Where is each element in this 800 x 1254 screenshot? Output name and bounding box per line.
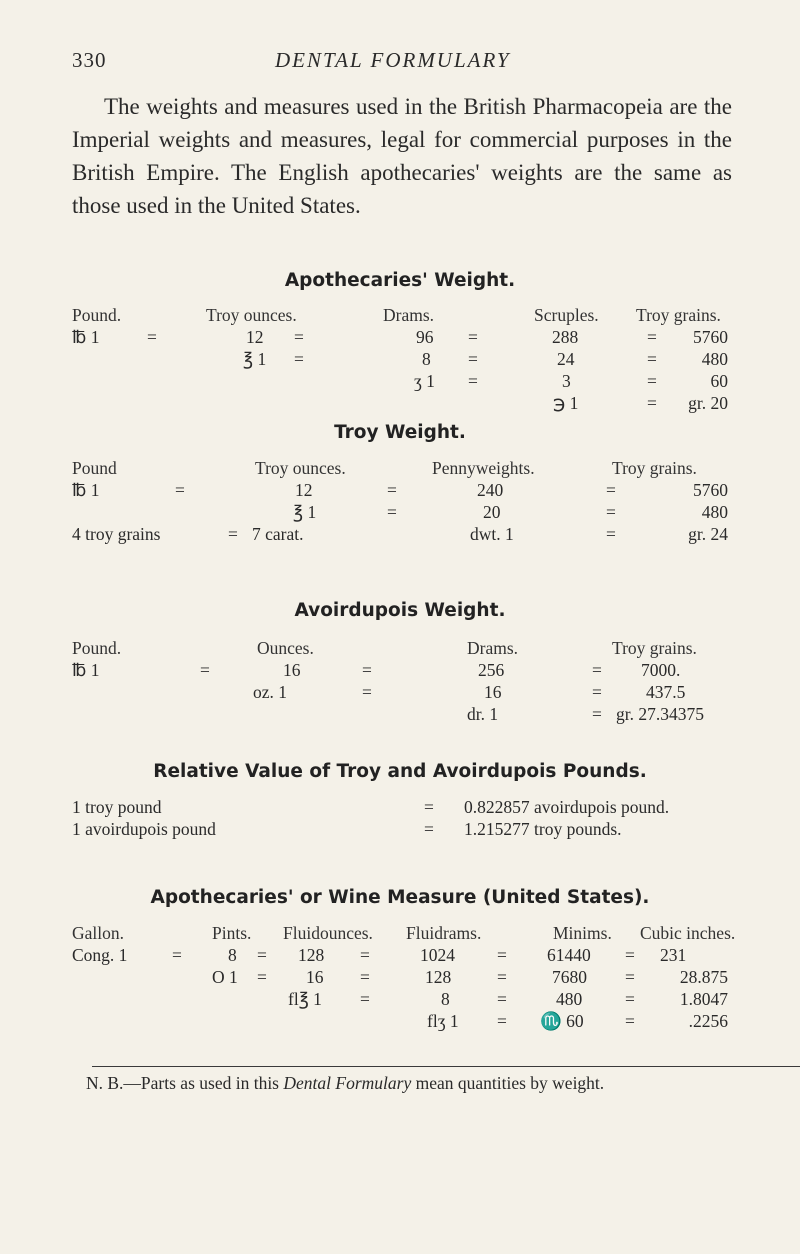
- table-cell: 16: [306, 967, 324, 987]
- equals-sign: =: [647, 371, 657, 391]
- table-cell: ℈ 1: [553, 393, 579, 413]
- equals-sign: =: [497, 945, 507, 965]
- table-cell: 8: [422, 349, 431, 369]
- table-cell: flʒ 1: [427, 1011, 459, 1031]
- table-header: Fluidrams.: [406, 923, 482, 943]
- relative-value-left: 1 avoirdupois pound: [72, 819, 216, 839]
- table-cell: oz. 1: [253, 682, 288, 702]
- equals-sign: =: [424, 797, 434, 817]
- intro-paragraph: The weights and measures used in the British Pharmacopeia are the Imperial weights and measures, legal for commercial purposes in the British Empire. The English apothecaries' weights are the same as those used in the United States.: [72, 94, 732, 218]
- table-cell: ℥ 1: [243, 349, 267, 369]
- table-header: Pound.: [72, 638, 122, 658]
- equals-sign: =: [625, 945, 635, 965]
- equals-sign: =: [468, 327, 478, 347]
- table-header: Troy grains.: [612, 458, 697, 478]
- table-cell: dr. 1: [467, 704, 499, 724]
- table-cell: 1024: [420, 945, 455, 965]
- table-cell: 1.8047: [679, 989, 728, 1009]
- table-cell: gr. 24: [688, 524, 728, 544]
- table-cell: 61440: [547, 945, 591, 965]
- equals-sign: =: [497, 989, 507, 1009]
- table-header: Troy ounces.: [206, 305, 297, 325]
- footnote-text: N. B.—Parts as used in this: [86, 1073, 284, 1093]
- equals-sign: =: [468, 349, 478, 369]
- apothecaries-weight-title: Apothecaries' Weight.: [284, 270, 516, 291]
- table-cell: 128: [298, 945, 325, 965]
- table-cell: gr. 20: [688, 393, 728, 413]
- table-cell: 7 carat.: [252, 524, 304, 544]
- table-cell: ℥ 1: [293, 502, 317, 522]
- table-cell: O 1: [212, 967, 238, 987]
- equals-sign: =: [360, 967, 370, 987]
- table-cell: 96: [416, 327, 434, 347]
- equals-sign: =: [147, 327, 157, 347]
- table-cell: 480: [701, 349, 728, 369]
- table-cell: 8: [441, 989, 450, 1009]
- table-header: Minims.: [553, 923, 612, 943]
- table-header: Troy ounces.: [255, 458, 346, 478]
- equals-sign: =: [625, 989, 635, 1009]
- table-cell: ʒ 1: [414, 371, 435, 391]
- table-cell: 12: [246, 327, 264, 347]
- table-cell: .2256: [688, 1011, 728, 1031]
- avoirdupois-weight-title: Avoirdupois Weight.: [294, 600, 506, 621]
- table-header: Pennyweights.: [432, 458, 535, 478]
- relative-value-right: 0.822857 avoirdupois pound.: [464, 797, 670, 817]
- table-cell: 256: [478, 660, 505, 680]
- table-cell: 4 troy grains: [72, 524, 161, 544]
- wine-measure-title: Apothecaries' or Wine Measure (United States).: [150, 887, 650, 908]
- table-cell: 24: [557, 349, 575, 369]
- table-header: Drams.: [467, 638, 519, 658]
- table-cell: gr. 27.34375: [616, 704, 704, 724]
- equals-sign: =: [172, 945, 182, 965]
- table-cell: 7000.: [641, 660, 681, 680]
- table-cell: 480: [556, 989, 583, 1009]
- equals-sign: =: [360, 989, 370, 1009]
- table-cell: 12: [295, 480, 313, 500]
- footnote-divider: [92, 1066, 800, 1067]
- equals-sign: =: [647, 327, 657, 347]
- table-cell: 240: [477, 480, 504, 500]
- table-cell: 16: [283, 660, 301, 680]
- table-cell: 28.875: [679, 967, 728, 987]
- table-cell: 480: [701, 502, 728, 522]
- relative-value-right: 1.215277 troy pounds.: [464, 819, 622, 839]
- table-cell: 60: [710, 371, 728, 391]
- troy-weight-title: Troy Weight.: [334, 422, 466, 443]
- equals-sign: =: [592, 682, 602, 702]
- table-header: Troy grains.: [612, 638, 697, 658]
- footnote-text-end: mean quantities by weight.: [411, 1073, 605, 1093]
- equals-sign: =: [592, 704, 602, 724]
- table-cell: fl℥ 1: [288, 989, 322, 1009]
- running-head: [0, 48, 800, 74]
- equals-sign: =: [294, 349, 304, 369]
- equals-sign: =: [200, 660, 210, 680]
- table-cell: 231: [660, 945, 687, 965]
- table-cell: ℔ 1: [72, 660, 100, 680]
- table-cell: Cong. 1: [72, 945, 128, 965]
- table-header: Cubic inches.: [640, 923, 736, 943]
- footnote-book-title: Dental Formulary: [283, 1073, 412, 1093]
- equals-sign: =: [468, 371, 478, 391]
- table-cell: 5760: [693, 327, 728, 347]
- footnote: [72, 1072, 732, 1094]
- equals-sign: =: [497, 1011, 507, 1031]
- table-cell: 7680: [552, 967, 587, 987]
- table-cell: 5760: [693, 480, 728, 500]
- equals-sign: =: [387, 480, 397, 500]
- equals-sign: =: [497, 967, 507, 987]
- equals-sign: =: [387, 502, 397, 522]
- table-header: Drams.: [383, 305, 435, 325]
- table-cell: 8: [228, 945, 237, 965]
- equals-sign: =: [625, 967, 635, 987]
- equals-sign: =: [257, 967, 267, 987]
- equals-sign: =: [175, 480, 185, 500]
- table-cell: 437.5: [646, 682, 686, 702]
- equals-sign: =: [647, 393, 657, 413]
- table-cell: ♏ 60: [540, 1011, 584, 1031]
- table-header: Pound.: [72, 305, 122, 325]
- equals-sign: =: [362, 660, 372, 680]
- table-cell: 128: [425, 967, 452, 987]
- relative-value-left: 1 troy pound: [72, 797, 162, 817]
- relative-value-title: Relative Value of Troy and Avoirdupois Pounds.: [153, 761, 647, 782]
- equals-sign: =: [228, 524, 238, 544]
- equals-sign: =: [360, 945, 370, 965]
- table-header: Pound: [72, 458, 117, 478]
- table-cell: dwt. 1: [470, 524, 514, 544]
- equals-sign: =: [257, 945, 267, 965]
- table-cell: 16: [484, 682, 502, 702]
- equals-sign: =: [424, 819, 434, 839]
- running-title: DENTAL FORMULARY: [275, 48, 511, 72]
- table-header: Scruples.: [534, 305, 599, 325]
- equals-sign: =: [606, 524, 616, 544]
- equals-sign: =: [362, 682, 372, 702]
- table-cell: 20: [483, 502, 501, 522]
- equals-sign: =: [294, 327, 304, 347]
- page-number: 330: [72, 48, 107, 72]
- equals-sign: =: [606, 502, 616, 522]
- equals-sign: =: [625, 1011, 635, 1031]
- equals-sign: =: [592, 660, 602, 680]
- equals-sign: =: [606, 480, 616, 500]
- table-cell: ℔ 1: [72, 480, 100, 500]
- table-header: Fluidounces.: [283, 923, 373, 943]
- equals-sign: =: [647, 349, 657, 369]
- table-cell: ℔ 1: [72, 327, 100, 347]
- table-header: Pints.: [212, 923, 252, 943]
- table-cell: 3: [562, 371, 571, 391]
- table-cell: 288: [552, 327, 579, 347]
- table-header: Troy grains.: [636, 305, 721, 325]
- table-header: Gallon.: [72, 923, 125, 943]
- table-header: Ounces.: [257, 638, 314, 658]
